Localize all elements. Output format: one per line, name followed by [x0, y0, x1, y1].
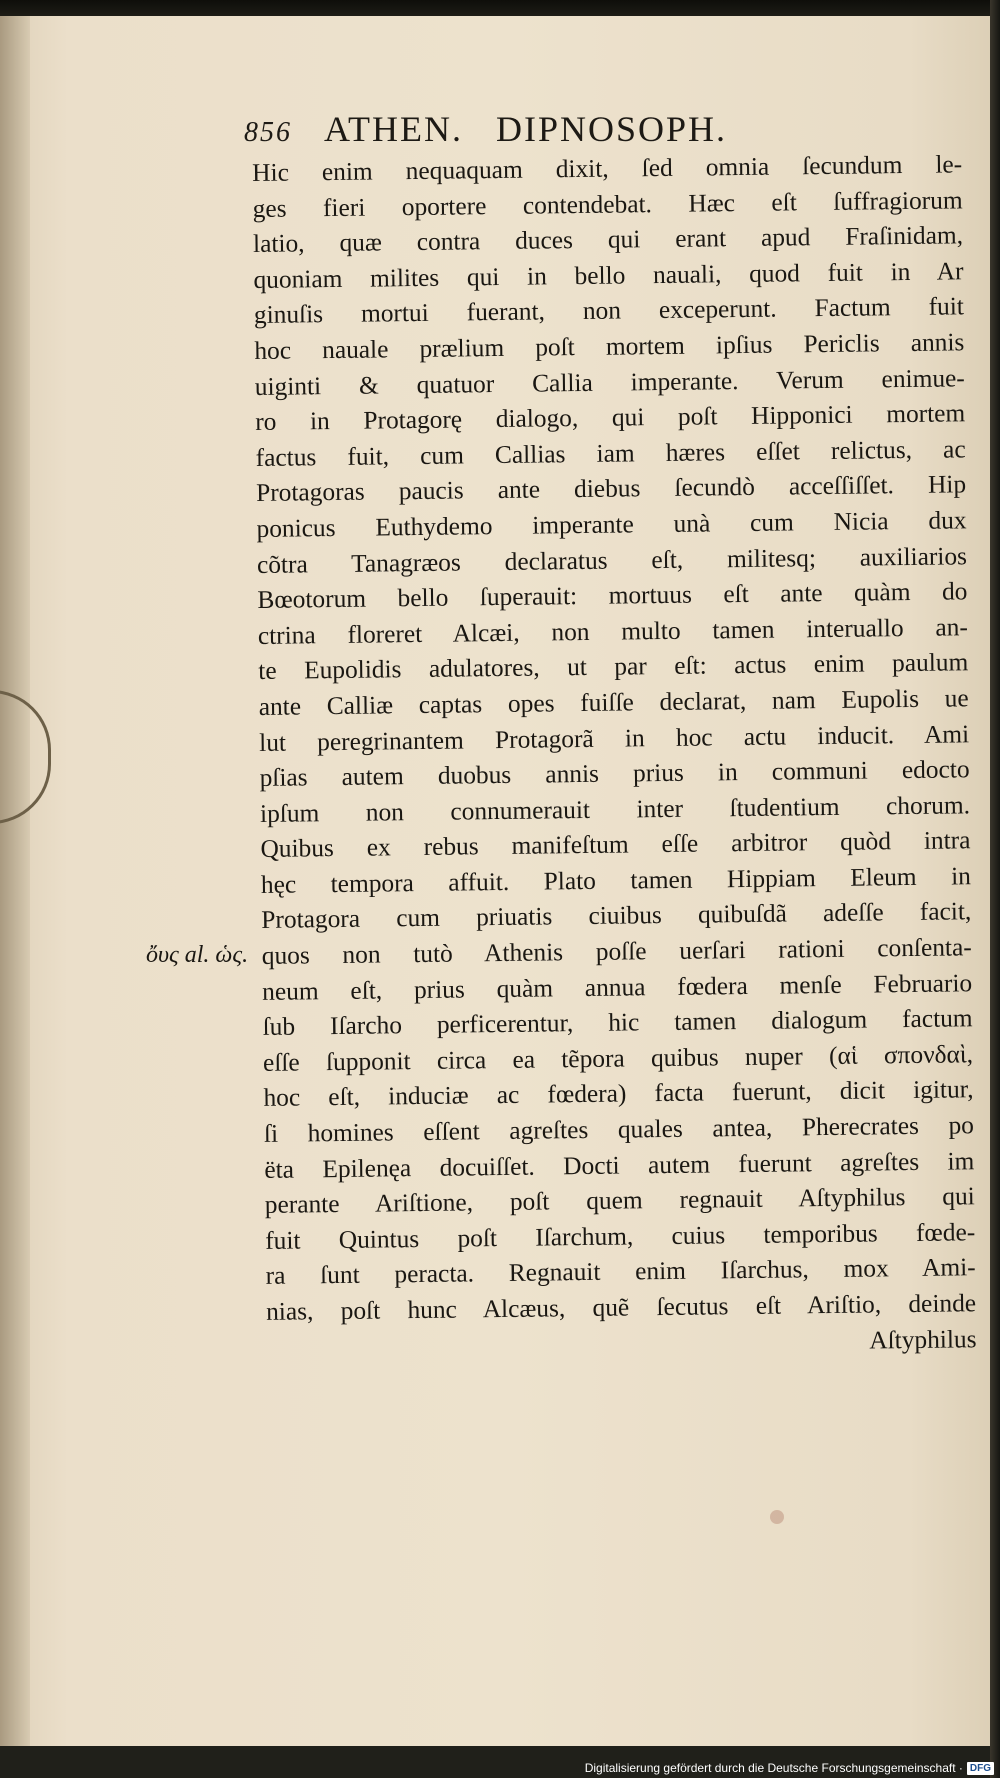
right-page-edge — [990, 0, 1000, 1778]
running-title: ATHEN. DIPNOSOPH. — [324, 109, 728, 149]
marginal-note: ὄυς al. ὡς. — [146, 942, 249, 968]
text-line: ipſum non connumerauit inter ſtudentium chorum. — [259, 790, 971, 828]
dfg-logo-icon: DFG — [967, 1762, 994, 1775]
text-line: Hic enim nequaquam dixit, ſed omnia ſecundum le- — [252, 150, 963, 187]
text-line: ges fieri oportere contendebat. Hæc eſt ſuffragiorum — [252, 185, 963, 223]
text-line: ra ſunt peracta. Regnauit enim Iſarchus, mox Ami- — [265, 1253, 976, 1291]
running-header — [244, 108, 727, 150]
text-line: fuit Quintus poſt Iſarchum, cuius temporibus fœde- — [265, 1218, 976, 1255]
text-line: ro in Protagorę dialogo, qui poſt Hipponici mortem — [255, 399, 966, 437]
text-line: ſi homines eſſent agreſtes quales antea, Pherecrates po — [263, 1111, 975, 1148]
text-line: hoc nauale prælium poſt mortem ipſius Periclis annis — [254, 328, 965, 365]
text-line: neum eſt, prius quàm annua fœdera menſe Februario — [262, 968, 973, 1006]
text-line: ctrina floreret Alcæi, non multo tamen interuallo an- — [257, 613, 968, 650]
text-line: Aſtyphilus — [869, 1324, 977, 1355]
text-line: te Eupolidis adulatores, ut par eſt: actus enim paulum — [258, 648, 969, 686]
credit-text: Digitalisierung gefördert durch die Deutsche Forschungsgemeinschaft · — [584, 1761, 963, 1775]
text-line: Protagoras paucis ante diebus ſecundò acceſſiſſet. Hip — [255, 470, 967, 508]
text-line: hoc eſt, induciæ ac fœdera) facta fuerunt, dicit igitur, — [263, 1075, 974, 1113]
text-line: Quibus ex rebus manifeſtum eſſe arbitror quòd intra — [260, 826, 971, 864]
text-line: Protagora cum priuatis ciuibus quibuſdã adeſſe facit, — [261, 897, 972, 935]
text-line: Bœotorum bello ſuperauit: mortuus eſt ante quàm do — [257, 577, 968, 615]
text-line: hęc tempora affuit. Plato tamen Hippiam Eleum in — [260, 862, 972, 899]
page-number: 856 — [244, 117, 292, 148]
text-line: quos non tutò Athenis poſſe uerſari rationi conſenta- — [261, 933, 972, 971]
text-line: perante Ariſtione, poſt quem regnauit Aſtyphilus qui — [264, 1182, 975, 1220]
text-line: ante Calliæ captas opes fuiſſe declarat, nam Eupolis ue — [258, 684, 969, 721]
text-line: latio, quæ contra duces qui erant apud Fraſinidam, — [252, 221, 964, 259]
text-line: factus fuit, cum Callias iam hæres eſſet relictus, ac — [255, 435, 966, 472]
digitization-credit — [585, 1761, 994, 1775]
text-line: eſſe ſupponit circa ea tẽpora quibus nuper (αἱ σπονδαὶ, — [262, 1040, 974, 1077]
text-line: quoniam milites qui in bello nauali, quod fuit in Ar — [253, 257, 964, 294]
page-gutter — [0, 16, 30, 1746]
text-line: uiginti & quatuor Callia imperante. Verum enimue- — [254, 363, 965, 401]
text-line: ponicus Euthydemo imperante unà cum Nicia dux — [256, 506, 967, 543]
text-line: lut peregrinantem Protagorã in hoc actu inducit. Ami — [258, 719, 970, 757]
paper-stain — [770, 1510, 784, 1524]
text-line: ëta Epilenęa docuiſſet. Docti autem fuerunt agreſtes im — [264, 1146, 975, 1184]
text-line: ginuſis mortui fuerant, non exceperunt. Factum fuit — [253, 292, 965, 330]
text-line: nias, poſt hunc Alcæus, quẽ ſecutus eſt Ariſtio, deinde — [265, 1289, 977, 1326]
text-line: pſias autem duobus annis prius in communi edocto — [259, 755, 970, 793]
text-line: cõtra Tanagræos declaratus eſt, militesq; auxiliarios — [256, 541, 968, 579]
text-line: ſub Iſarcho perficerentur, hic tamen dialogum factum — [262, 1004, 973, 1042]
body-text — [252, 147, 977, 1366]
